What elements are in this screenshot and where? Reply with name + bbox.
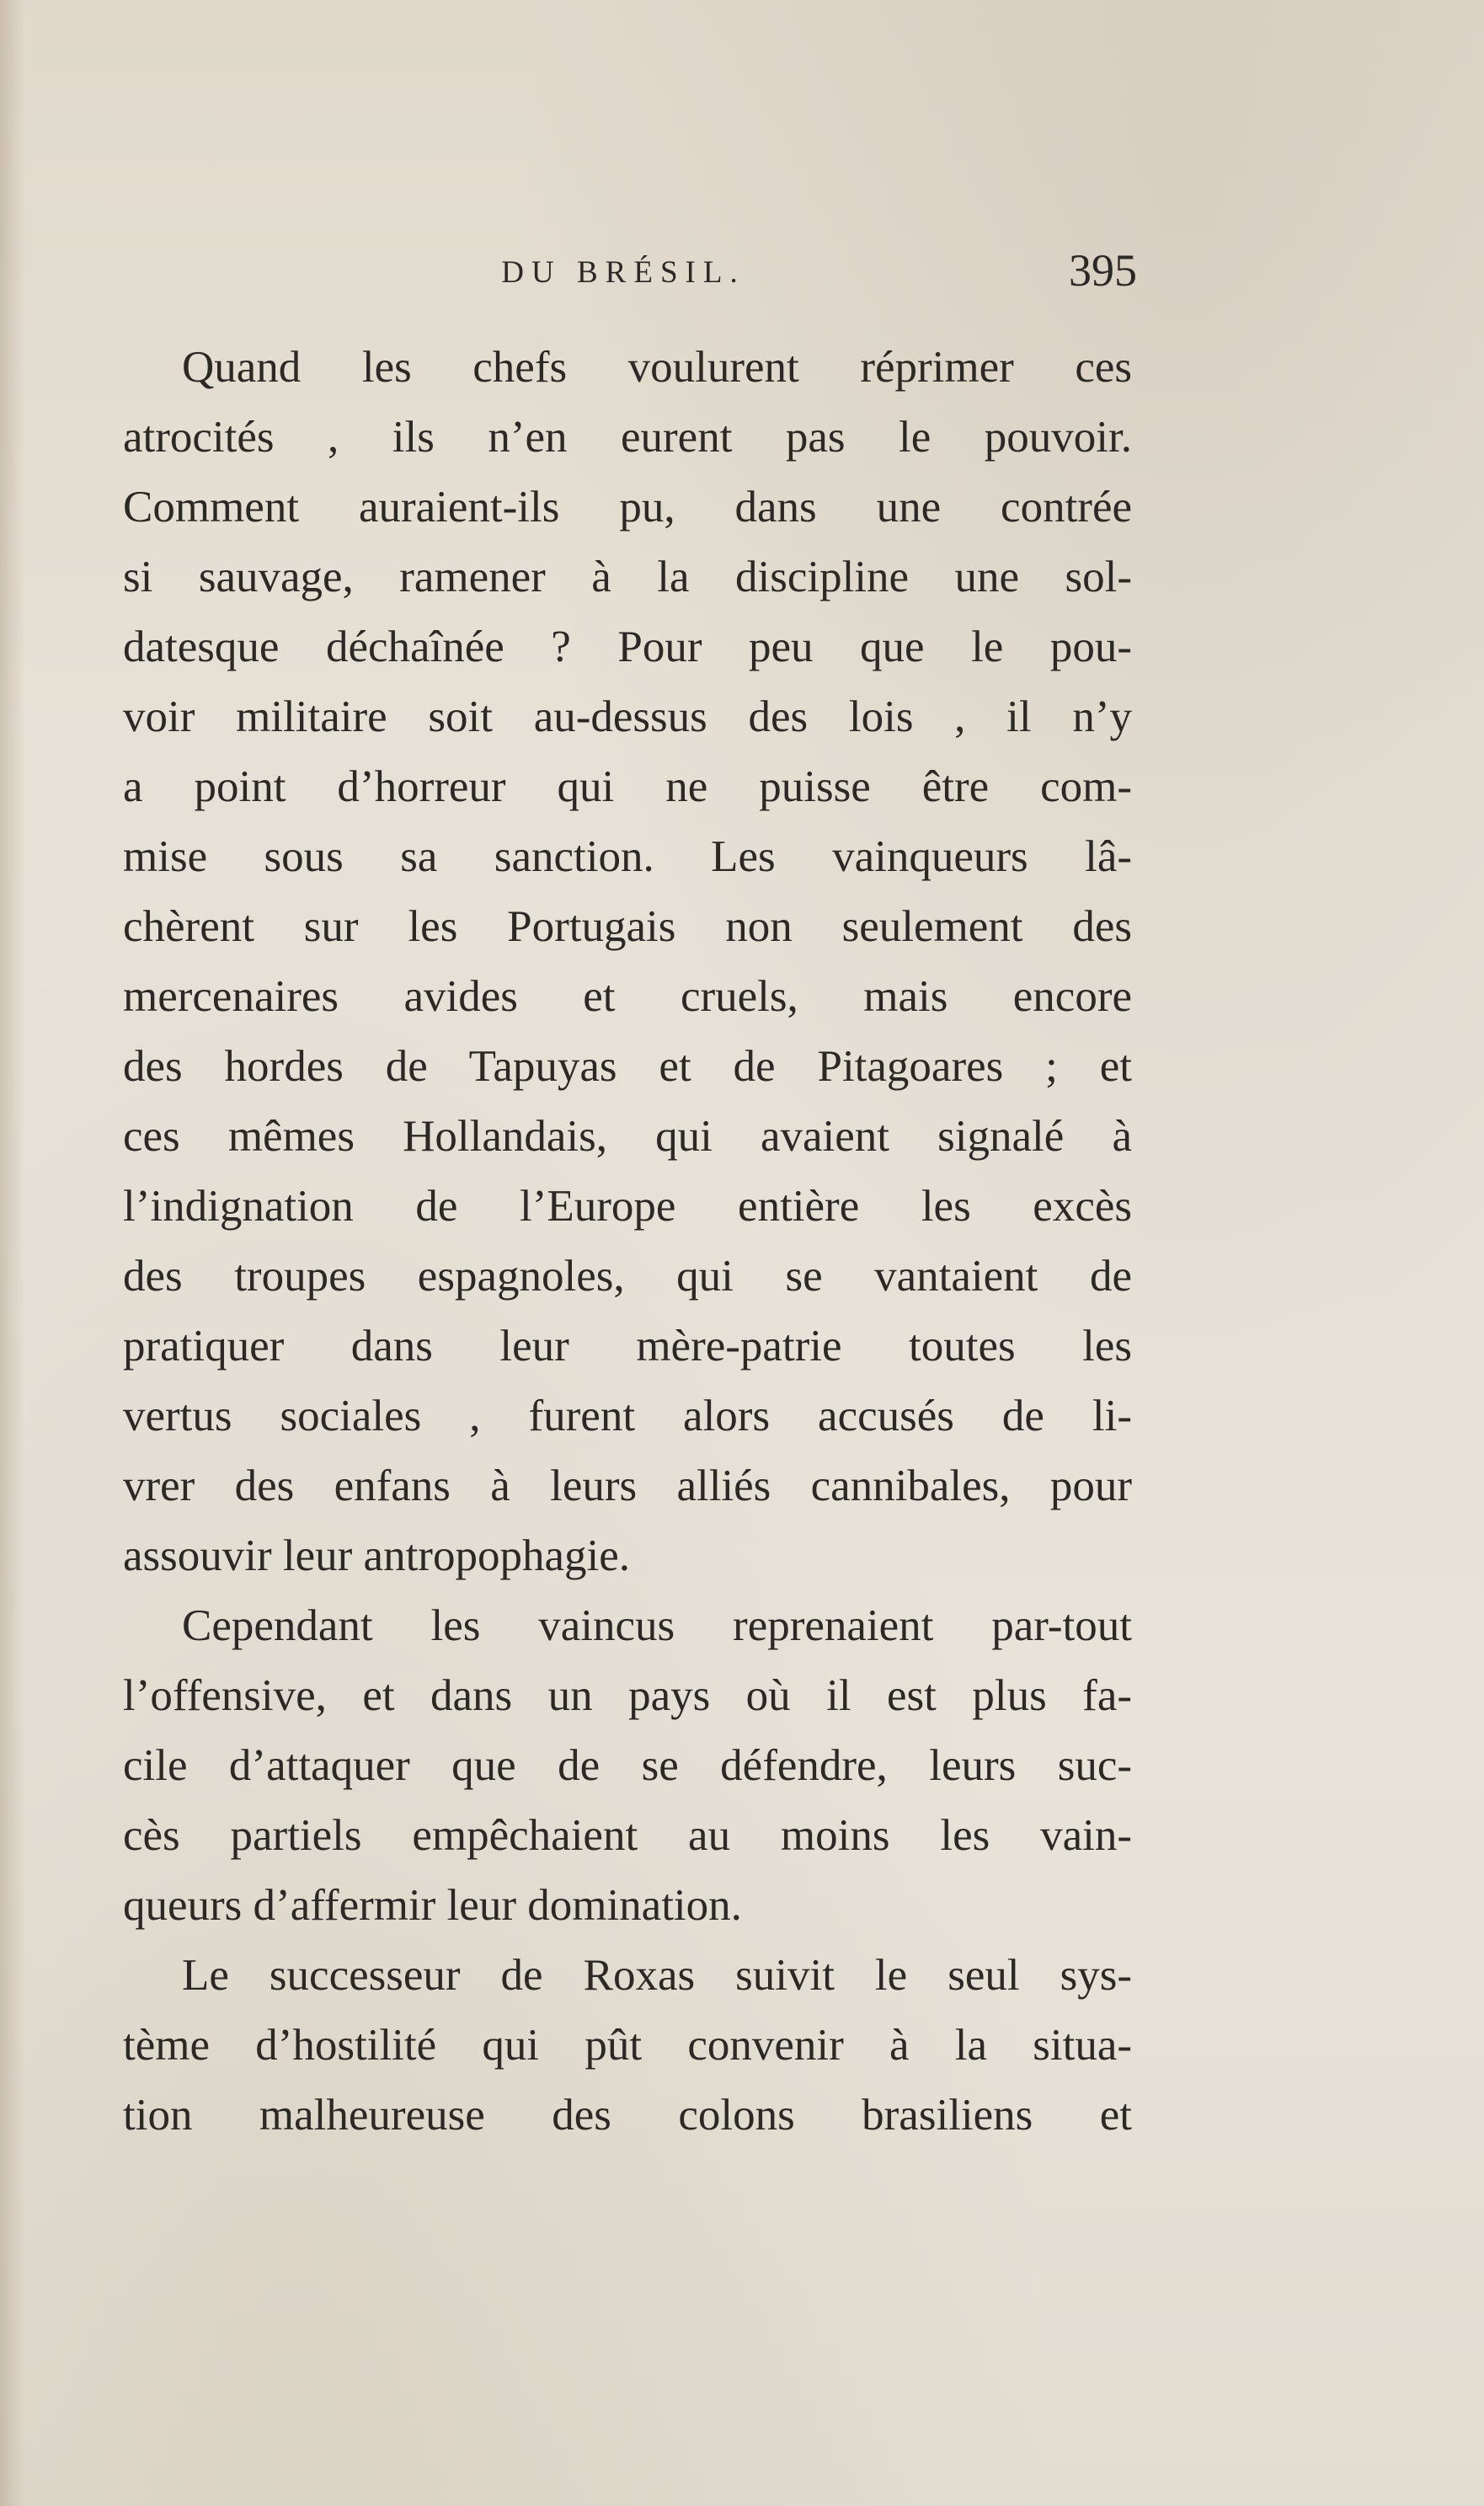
text-line: atrocités , ils n’en eurent pas le pouvoir. [123, 413, 1132, 462]
text-line: l’indignation de l’Europe entière les excès [123, 1182, 1132, 1231]
text-line: Comment auraient-ils pu, dans une contrée [123, 483, 1132, 532]
text-line: mise sous sa sanction. Les vainqueurs lâ- [123, 832, 1132, 881]
text-line: tion malheureuse des colons brasiliens et [123, 2091, 1132, 2140]
text-line: ces mêmes Hollandais, qui avaient signalé à [123, 1112, 1132, 1161]
text-line: pratiquer dans leur mère-patrie toutes les [123, 1322, 1132, 1371]
text-line: chèrent sur les Portugais non seulement des [123, 902, 1132, 951]
text-line: tème d’hostilité qui pût convenir à la situa- [123, 2021, 1132, 2070]
text-line: des hordes de Tapuyas et de Pitagoares ; et [123, 1042, 1132, 1091]
text-line: Quand les chefs voulurent réprimer ces [182, 343, 1132, 392]
text-line: mercenaires avides et cruels, mais encore [123, 972, 1132, 1021]
paragraph [123, 1591, 1132, 1941]
text-line: queurs d’affermir leur domination. [123, 1881, 742, 1930]
paragraph [123, 1941, 1132, 2151]
body-text [123, 333, 1132, 2151]
text-line: Cependant les vaincus reprenaient par-tout [182, 1601, 1132, 1650]
text-line: cile d’attaquer que de se défendre, leurs suc- [123, 1741, 1132, 1790]
running-title: DU BRÉSIL. [501, 255, 745, 290]
text-line: l’offensive, et dans un pays où il est plus fa- [123, 1671, 1132, 1720]
text-line: Le successeur de Roxas suivit le seul sys- [182, 1951, 1132, 2000]
text-line: si sauvage, ramener à la discipline une sol- [123, 553, 1132, 601]
text-line: datesque déchaînée ? Pour peu que le pou- [123, 622, 1132, 671]
text-line: vrer des enfans à leurs alliés cannibales, pour [123, 1461, 1132, 1510]
text-line: des troupes espagnoles, qui se vantaient de [123, 1252, 1132, 1301]
text-line: vertus sociales , furent alors accusés de li- [123, 1392, 1132, 1440]
text-line: cès partiels empêchaient au moins les vain- [123, 1811, 1132, 1860]
page-number: 395 [1069, 245, 1137, 296]
paragraph [123, 333, 1132, 1591]
text-line: a point d’horreur qui ne puisse être com- [123, 762, 1132, 811]
text-line: assouvir leur antropophagie. [123, 1531, 630, 1580]
text-line: voir militaire soit au-dessus des lois , il n’y [123, 692, 1132, 741]
page-edge-shadow [0, 0, 25, 2506]
